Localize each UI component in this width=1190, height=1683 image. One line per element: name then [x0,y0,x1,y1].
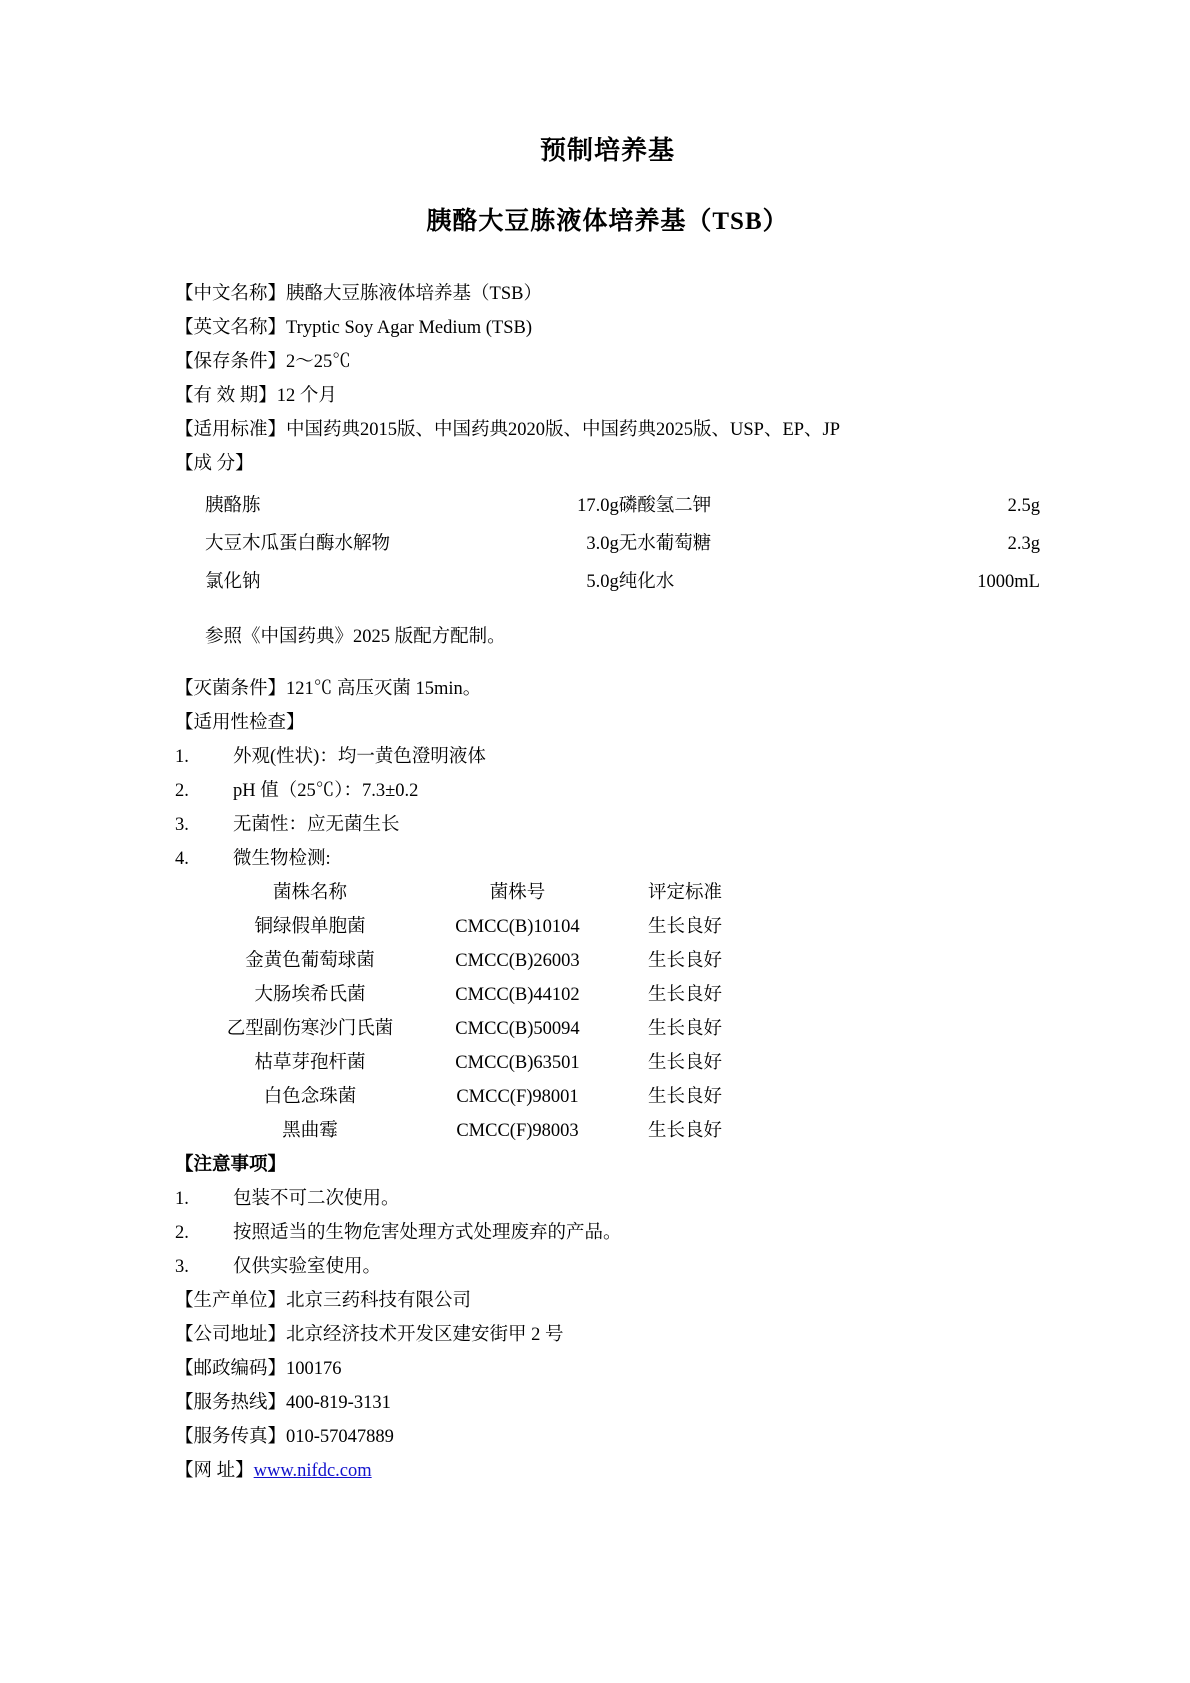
field-postcode [175,1352,1040,1386]
component-name: 无水葡萄糖 [618,534,712,554]
field-fax [175,1420,1040,1454]
field-hotline [175,1386,1040,1420]
strain-code: CMCC(F)98003 [456,1121,579,1141]
table-row [195,1114,760,1148]
list-item-number: 3. [175,1257,189,1277]
field-postcode-value: 100176 [286,1359,342,1379]
strain-criteria: 生长良好 [647,1053,722,1073]
field-manufacturer-label: 【生产单位】 [175,1291,287,1311]
list-item [175,1182,1040,1216]
component-amount: 2.5g [1007,496,1040,516]
component-name: 磷酸氢二钾 [618,496,712,516]
component-amount: 5.0g [586,572,619,592]
column-header-criteria: 评定标准 [647,883,722,903]
field-sterilization-value: 121℃ 高压灭菌 15min。 [286,679,482,699]
column-header-strain-name: 菌株名称 [272,883,347,903]
suitability-heading: 【适用性检查】 [175,713,305,733]
list-item-text: 包装不可二次使用。 [233,1189,400,1209]
field-website-label: 【网 址】 [175,1461,254,1481]
field-address-value: 北京经济技术开发区建安街甲 2 号 [286,1325,564,1345]
strain-criteria: 生长良好 [647,1121,722,1141]
list-item [175,774,1040,808]
field-website [175,1454,1040,1488]
strain-criteria: 生长良好 [647,1019,722,1039]
field-postcode-label: 【邮政编码】 [175,1359,287,1379]
field-sterilization [175,672,1040,706]
field-chinese-name-value: 胰酪大豆胨液体培养基（TSB） [286,284,542,304]
column-header-strain-code: 菌株号 [489,883,546,903]
composition-reference: 参照《中国药典》2025 版配方配制。 [205,626,506,647]
list-item-text: 仅供实验室使用。 [233,1257,382,1277]
list-item [175,808,1040,842]
list-item-text: 微生物检测: [233,849,331,869]
strain-name: 大肠埃希氏菌 [254,985,366,1005]
list-item-number: 2. [175,781,189,801]
strain-code: CMCC(B)44102 [455,985,580,1005]
field-validity-value: 12 个月 [276,386,337,406]
field-address [175,1318,1040,1352]
strain-test-table [195,876,760,1148]
list-item-text: 无菌性：应无菌生长 [233,815,400,835]
list-item-number: 1. [175,1189,189,1209]
table-row [205,487,1040,525]
strain-code: CMCC(B)50094 [455,1019,580,1039]
field-standards-value: 中国药典2015版、中国药典2020版、中国药典2025版、USP、EP、JP [286,420,841,440]
component-amount: 3.0g [586,534,619,554]
strain-name: 枯草芽孢杆菌 [254,1053,366,1073]
table-row [195,1012,760,1046]
strain-code: CMCC(F)98001 [456,1087,579,1107]
strain-code: CMCC(B)10104 [455,917,580,937]
table-row [195,978,760,1012]
component-name: 氯化钠 [205,572,261,592]
field-sterilization-label: 【灭菌条件】 [175,679,287,699]
component-amount: 1000mL [977,572,1040,592]
field-storage-label: 【保存条件】 [175,352,287,372]
strain-criteria: 生长良好 [647,917,722,937]
list-item [175,740,1040,774]
strain-criteria: 生长良好 [647,951,722,971]
strain-code: CMCC(B)26003 [455,951,580,971]
suitability-list [175,740,1040,876]
field-fax-label: 【服务传真】 [175,1427,287,1447]
precautions-list [175,1182,1040,1284]
table-row [205,525,1040,563]
product-title: 胰酪大豆胨液体培养基（TSB） [426,208,789,235]
table-row [205,563,1040,601]
field-fax-value: 010-57047889 [286,1427,394,1447]
table-header-row [195,876,760,910]
field-chinese-name-label: 【中文名称】 [175,284,287,304]
field-hotline-label: 【服务热线】 [175,1393,287,1413]
field-chinese-name [175,277,1040,311]
field-validity [175,379,1040,413]
list-item [175,842,1040,876]
field-english-name [175,311,1040,345]
field-storage [175,345,1040,379]
component-name: 大豆木瓜蛋白酶水解物 [205,534,391,554]
list-item-number: 4. [175,849,189,869]
table-row [195,1046,760,1080]
field-english-name-label: 【英文名称】 [175,318,287,338]
field-manufacturer-value: 北京三药科技有限公司 [286,1291,472,1311]
composition-table [205,487,1040,601]
strain-name: 黑曲霉 [282,1121,338,1141]
field-validity-label: 【有 效 期】 [175,386,277,406]
field-standards [175,413,1040,447]
composition-label: 【成 分】 [175,454,254,474]
strain-name: 乙型副伤寒沙门氏菌 [226,1019,394,1039]
list-item-text: 按照适当的生物危害处理方式处理废弃的产品。 [233,1223,622,1243]
list-item-text: pH 值（25℃）：7.3±0.2 [233,781,419,801]
page-title: 预制培养基 [539,136,675,165]
strain-criteria: 生长良好 [647,1087,722,1107]
component-amount: 2.3g [1007,534,1040,554]
list-item [175,1216,1040,1250]
component-name: 胰酪胨 [205,496,261,516]
component-amount: 17.0g [577,496,619,516]
list-item-number: 3. [175,815,189,835]
table-row [195,910,760,944]
precautions-heading: 【注意事项】 [175,1155,287,1175]
field-address-label: 【公司地址】 [175,1325,287,1345]
field-manufacturer [175,1284,1040,1318]
list-item [175,1250,1040,1284]
list-item-text: 外观(性状)：均一黄色澄明液体 [233,747,486,767]
strain-name: 铜绿假单胞菌 [254,917,366,937]
strain-name: 白色念珠菌 [263,1087,357,1107]
strain-code: CMCC(B)63501 [455,1053,580,1073]
table-row [195,944,760,978]
field-english-name-value: Tryptic Soy Agar Medium (TSB) [286,318,533,338]
field-storage-value: 2～25℃ [286,352,351,372]
strain-criteria: 生长良好 [647,985,722,1005]
table-row [195,1080,760,1114]
field-hotline-value: 400-819-3131 [286,1393,391,1413]
strain-name: 金黄色葡萄球菌 [245,951,375,971]
list-item-number: 1. [175,747,189,767]
website-link[interactable]: www.nifdc.com [253,1461,372,1481]
list-item-number: 2. [175,1223,189,1243]
field-standards-label: 【适用标准】 [175,420,287,440]
component-name: 纯化水 [618,572,675,592]
